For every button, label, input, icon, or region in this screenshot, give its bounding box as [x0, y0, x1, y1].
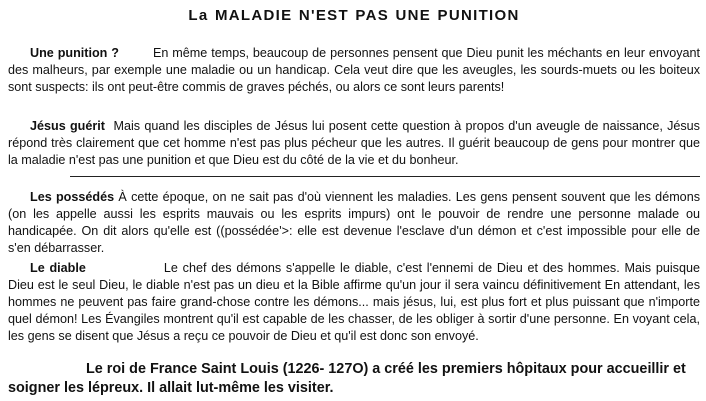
footer-text: Le roi de France Saint Louis (1226- 127O) a créé les premiers hôpitaux pour accueillir et soigner les lépreux. Il allait lut-même les visiter. [8, 361, 686, 396]
section-le-diable [8, 260, 700, 345]
section-heading: Le diable [30, 261, 86, 275]
section-heading: Jésus guérit [30, 119, 105, 133]
section-text: Mais quand les disciples de Jésus lui posent cette question à propos d'un aveugle de naissance, Jésus répond très clairement que cet homme n'est pas plus pécheur que les autres. Il guérit beaucoup de gens pour montrer que la maladie n'est pas une punition et que Dieu est du côté de la vie et du bonheur. [8, 119, 700, 167]
section-divider [70, 176, 700, 177]
section-heading: Une punition ? [30, 46, 119, 60]
section-text: En même temps, beaucoup de personnes pensent que Dieu punit les méchants en leur envoyant des malheurs, par exemple une maladie ou un handicap. Cela veut dire que les aveugles, les sourds-muets ou les boiteux sont suspects: ils ont peut-être commis de graves péchés, ou alors ce sont leurs parents! [8, 46, 700, 94]
page-title: La MALADIE N'EST PAS UNE PUNITION [188, 7, 520, 24]
section-les-possedes [8, 189, 700, 257]
section-text: Le chef des démons s'appelle le diable, c'est l'ennemi de Dieu et des hommes. Mais puisque Dieu est le seul Dieu, le diable n'est pas un dieu et la Bible affirme qu'un jour il sera vaincu définitivement En attendant, les hommes ne peuvent pas faire grand-chose contre les démons... mais jésus, lui, est plus fort et plus puissant que n'importe quel démon! Les Évangiles montrent qu'il est capable de les chasser, de les obliger à sortir d'une personne. En voyant cela, les gens se disent que Jésus a reçu ce pouvoir de Dieu et qu'il est donc son envoyé. [8, 261, 700, 343]
footer-note [8, 360, 700, 398]
section-text: À cette époque, on ne sait pas d'où viennent les maladies. Les gens pensent souvent que les démons (on les appelle aussi les esprits mauvais ou les esprits impurs) ont le pouvoir de rendre une personne malade ou handicapée. On dit alors qu'elle est ((possédée'>: elle est devenue l'esclave d'un démon et c'est impossible pour elle de s'en débarrasser. [8, 190, 700, 255]
section-jesus-guerit [8, 118, 700, 169]
section-heading: Les possédés [30, 190, 115, 204]
section-une-punition [8, 45, 700, 96]
